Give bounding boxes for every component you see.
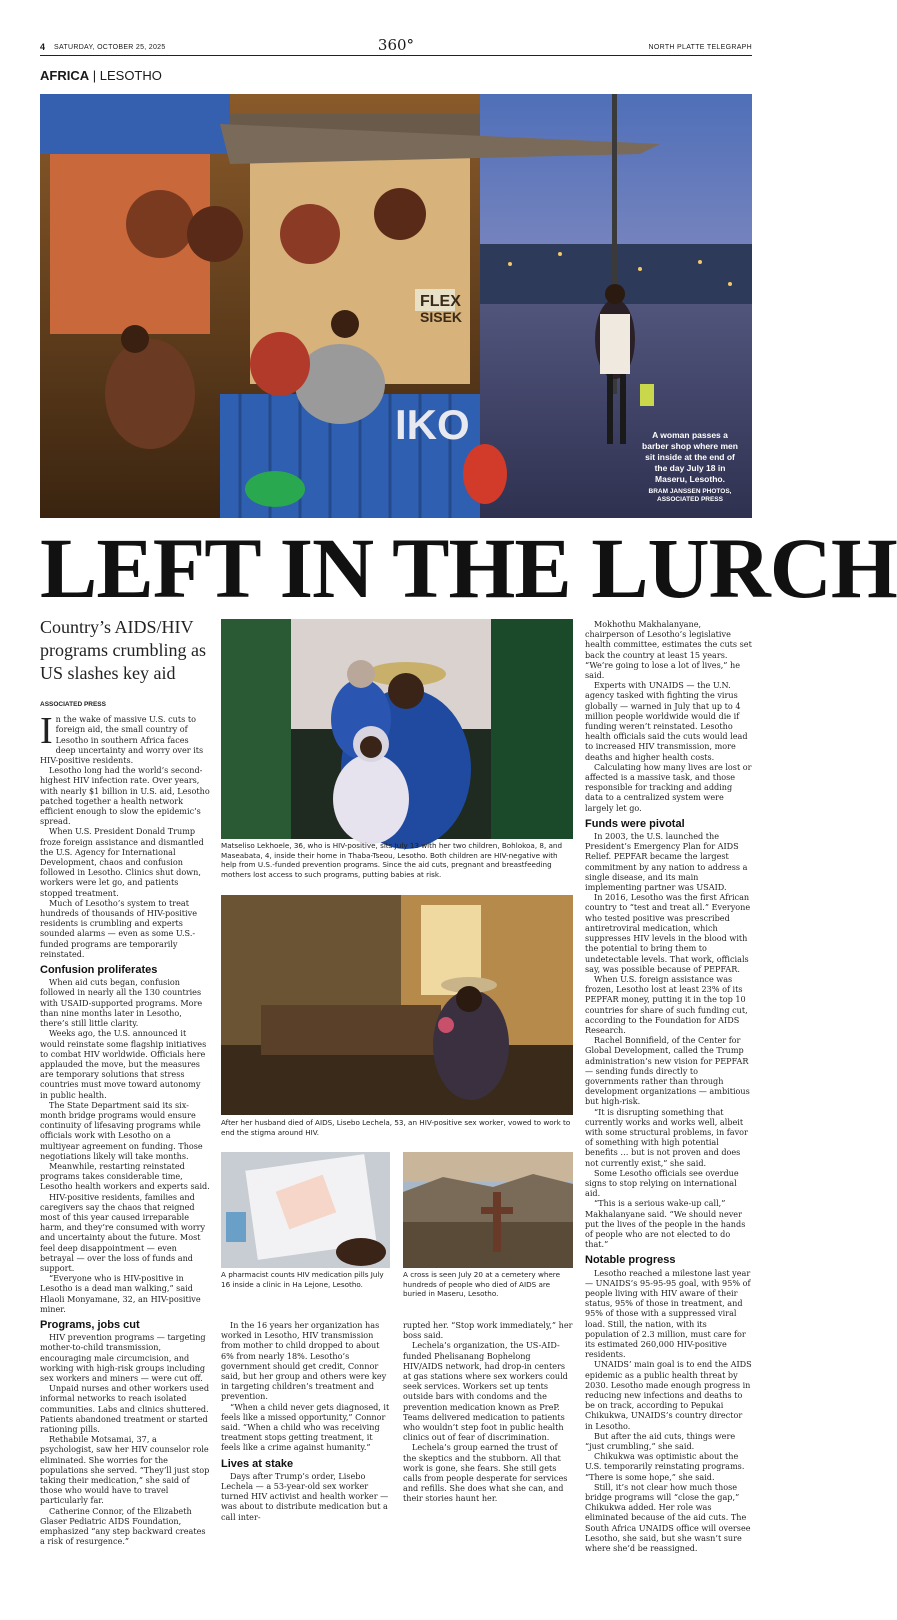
- paragraph: The State Department said its six-month bridge programs would ensure continuity of lifesaving programs while officials work with Lesotho on a multiyear agreement on funding. Those negotiations likely will take months.: [40, 1099, 203, 1161]
- paragraph: When U.S. foreign assistance was frozen, Lesotho lost at least 23% of its PEPFAR money, putting it in the top 10 countries for share of such funding cut, according to the Foundation for AIDS Research.: [585, 973, 748, 1035]
- section-label: [40, 68, 162, 83]
- paragraph: Lesotho long had the world’s second-highest HIV infection rate. Over years, with nearly $1 billion in U.S. aid, Lesotho patched together a health network efficient enough to slow the epidemic’s spread.: [40, 765, 210, 827]
- paragraph: When U.S. President Donald Trump froze foreign assistance and dismantled the U.S. Agency for International Development, chaos and confusion followed in Lesotho. Clinics shut down, workers were let go, and patients stopped treatment.: [40, 826, 204, 898]
- page-number: 4: [40, 42, 46, 52]
- shop-sign-sisek: SISEK: [420, 309, 463, 325]
- paragraph: Rethabile Motsamai, 37, a psychologist, saw her HIV counselor role eliminated. She worries for the populations she served. “They’ll just stop taking their medication,” she said of those who would have to travel particularly far.: [40, 1434, 210, 1506]
- subhead-progress: Notable progress: [585, 1254, 676, 1267]
- paragraph: In 2016, Lesotho was the first African country to “test and treat all.” Everyone who tested positive was prescribed antiretroviral medication, which suppresses HIV levels in the blood with the potential to bring them to undetectable levels. That work, officials say, was possible because of PEPFAR.: [585, 892, 751, 974]
- widow-photo-caption: After her husband died of AIDS, Lisebo Lechela, 53, an HIV-positive sex worker, vowed to work to end the stigma around HIV.: [221, 1118, 571, 1137]
- paragraph: Days after Trump’s order, Lisebo Lechela — a 53-year-old sex worker turned HIV activist and health worker — was about to distribute medication but a call inter-: [221, 1470, 389, 1522]
- photo-credit: BRAM JANSSEN PHOTOS, ASSOCIATED PRESS: [648, 488, 732, 503]
- pills-illustration: [221, 1152, 390, 1268]
- paragraph: Some Lesotho officials see overdue signs to stop relying on international aid.: [585, 1167, 739, 1199]
- deck: Country’s AIDS/HIV programs crumbling as US slashes key aid: [40, 617, 206, 683]
- article-column-1: [40, 700, 210, 1546]
- paragraph: “It is disrupting something that currently works and works well, albeit with some structural problems, in favor of something with high potential benefits … but is not proven and does not currently exist,” she said.: [585, 1106, 748, 1168]
- lead-paragraph: [40, 710, 210, 766]
- page-folio: [40, 38, 752, 56]
- article-column-2: [221, 1320, 390, 1522]
- newspaper-name: NORTH PLATTE TELEGRAPH: [648, 44, 752, 51]
- issue-date: SATURDAY, OCTOBER 25, 2025: [54, 44, 166, 51]
- headline: LEFT IN THE LURCH: [40, 520, 897, 616]
- subhead-programs: Programs, jobs cut: [40, 1318, 140, 1331]
- paragraph: In 2003, the U.S. launched the President’s Emergency Plan for AIDS Relief. PEPFAR became the largest commitment by any nation to address a single disease, and its main implementing partner was USAID.: [585, 831, 748, 893]
- paragraph: Weeks ago, the U.S. announced it would reinstate some flagship initiatives to combat HIV worldwide. Officials here applauded the move, but the measures are temporary solutions that stress countries must move toward autonomy in public health.: [40, 1028, 207, 1100]
- cross-illustration: [403, 1152, 573, 1268]
- paragraph: Lesotho reached a milestone last year — UNAIDS’s 95-95-95 goal, with 95% of people living with HIV aware of their status, 95% of those in treatment, and 95% of those with a suppressed viral load. Still, the nation, with its population of 2.3 million, must care for its estimated 260,000 HIV-positive residents.: [585, 1267, 751, 1360]
- paragraph: rupted her. “Stop work immediately,” her boss said.: [403, 1320, 573, 1341]
- paragraph: Experts with UNAIDS — the U.N. agency tasked with fighting the virus globally — warned in July that up to 4 million people worldwide would die if funding weren’t reinstated. Lesotho health officials said the cuts would lead to increased HIV transmission, more deaths and higher health costs.: [585, 680, 748, 762]
- lead-text: n the wake of massive U.S. cuts to foreign aid, the small country of Lesotho in southern Africa faces deep uncertainty and worry over its HIV-positive residents.: [40, 714, 204, 766]
- widow-illustration: [221, 895, 573, 1115]
- section-secondary: LESOTHO: [99, 68, 162, 83]
- paragraph: Catherine Connor, of the Elizabeth Glaser Pediatric AIDS Foundation, emphasized “any step backward creates a risk of resurgence.”: [40, 1505, 206, 1547]
- drop-cap: I: [40, 710, 53, 753]
- paragraph: HIV-positive residents, families and caregivers say the chaos that reigned most of this year caused irreparable harm, and they’re consumed with worry and uncertainty about the future. Most feel deep disappointment — even betrayal — over the loss of funds and support.: [40, 1191, 206, 1273]
- paragraph: Rachel Bonnifield, of the Center for Global Development, called the Trump administration’s new vision for PEPFAR — sending funds directly to governments rather than through development organizations — ambitious but high-risk.: [585, 1035, 750, 1107]
- paragraph: Lechela’s group earned the trust of the skeptics and the stubborn. All that work is gone, she fears. She still gets calls from people desperate for services and refills. She does what she can, and their stories haunt her.: [403, 1442, 568, 1504]
- widow-photo: [221, 895, 573, 1115]
- cross-photo-caption: A cross is seen July 20 at a cemetery where hundreds of people who died of AIDS are buried in Maseru, Lesotho.: [403, 1270, 561, 1299]
- paragraph: Much of Lesotho’s system to treat hundreds of thousands of HIV-positive residents is crumbling and experts sounded alarms — even as some U.S.-funded programs are temporarily reinstated.: [40, 897, 198, 959]
- paragraph: Calculating how many lives are lost or affected is a massive task, and those responsible for tracking and adding data to a centralized system were largely let go.: [585, 761, 752, 813]
- paragraph: Still, it’s not clear how much those bridge programs will “close the gap,” Chikukwa added. Her role was eliminated because of the aid cuts. The South Africa UNAIDS office will oversee Lesotho, she said, but she wasn’t sure where she’d be reassigned.: [585, 1481, 751, 1554]
- article-column-4: [585, 619, 752, 1553]
- paragraph: In the 16 years her organization has worked in Lesotho, HIV transmission from mother to child dropped to about 6% from nearly 18%. Lesotho’s government should get credit, Connor said, but her group and others were key in targeting children’s treatment and prevention.: [221, 1320, 387, 1402]
- pills-photo-caption: A pharmacist counts HIV medication pills July 16 inside a clinic in Ha Lejone, Lesotho.: [221, 1270, 384, 1289]
- shop-sign-flex: FLEX: [420, 293, 461, 310]
- paragraph: Chikukwa was optimistic about the U.S. temporarily reinstating programs. “There is some hope,” she said.: [585, 1451, 745, 1482]
- paragraph: Unpaid nurses and other workers used informal networks to reach isolated communities. Labs and clinics shuttered. Patients abandoned treatment or started rationing pills.: [40, 1383, 210, 1435]
- section-brand: 360°: [377, 36, 415, 54]
- cross-photo: [403, 1152, 573, 1268]
- family-illustration: [221, 619, 573, 839]
- paragraph: Lechela’s organization, the US-AID-funded Phelisanang Bophelong HIV/AIDS network, had drop-in centers at gas stations where sex workers could seek services. Workers set up tents outside bars with condoms and the prevention medication known as PreP. Teams delivered medication to patients who wouldn’t step foot in public health clinics out of fear of discrimination.: [403, 1340, 568, 1443]
- hero-caption: [640, 430, 740, 504]
- subhead-funds: Funds were pivotal: [585, 817, 685, 830]
- family-photo-caption: Matseliso Lekhoele, 36, who is HIV-positive, sits July 13 with her two children, Bohlokoa, 8, and Maseabata, 4, inside their home in Thaba-Tseou, Lesotho. Both children are HIV-negative with help from U.S.-funded prevention programs. Since the aid cuts, pregnant and breastfeeding mothers lost access to such programs, putting babies at risk.: [221, 841, 563, 879]
- section-separator: |: [92, 68, 97, 83]
- byline: ASSOCIATED PRESS: [40, 701, 106, 708]
- shop-sign-iko: IKO: [395, 401, 470, 448]
- paragraph: HIV prevention programs — targeting mother-to-child transmission, encouraging male circumcision, and working with high-risk groups including sex workers and miners — were cut off.: [40, 1332, 206, 1383]
- section-primary: AFRICA: [40, 68, 90, 83]
- subhead-confusion: Confusion proliferates: [40, 964, 158, 977]
- paragraph: When aid cuts began, confusion followed in nearly all the 130 countries with USAID-supported programs. More than nine months later in Lesotho, there’s still little clarity.: [40, 977, 203, 1029]
- pills-photo: [221, 1152, 390, 1268]
- paragraph: “When a child never gets diagnosed, it feels like a missed opportunity,” Connor said. “When a child who was receiving treatment stops getting treatment, it feels like a crime against humanity.”: [221, 1401, 390, 1453]
- paragraph: Mokhothu Makhalanyane, chairperson of Lesotho’s legislative health committee, estimates the cuts set back the country at least 15 years. “We’re going to lose a lot of lives,” he said.: [585, 619, 752, 681]
- family-photo: [221, 619, 573, 839]
- paragraph: UNAIDS’ main goal is to end the AIDS epidemic as a public health threat by 2030. Lesotho made enough progress in reducing new infections and deaths to be on track, according to Pepukai Chikukwa, UNAIDS’s country director in Lesotho.: [585, 1359, 752, 1431]
- paragraph: But after the aid cuts, things were “just crumbling,” she said.: [585, 1430, 736, 1452]
- paragraph: “Everyone who is HIV-positive in Lesotho is a dead man walking,” said Hlaoli Monyamane, 32, an HIV-positive miner.: [40, 1273, 201, 1314]
- paragraph: “This is a serious wake-up call,” Makhalanyane said. “We should never put the lives of the people in the hands of people who are not elected to do that.”: [585, 1198, 746, 1250]
- subhead-lives: Lives at stake: [221, 1457, 294, 1470]
- hero-caption-text: A woman passes a barber shop where men sit inside at the end of the day July 18 in Maseru, Lesotho.: [642, 430, 738, 484]
- paragraph: Meanwhile, restarting reinstated programs takes considerable time, Lesotho health workers and experts said.: [40, 1160, 210, 1192]
- hero-photo: [40, 94, 752, 518]
- article-column-3: [403, 1320, 573, 1504]
